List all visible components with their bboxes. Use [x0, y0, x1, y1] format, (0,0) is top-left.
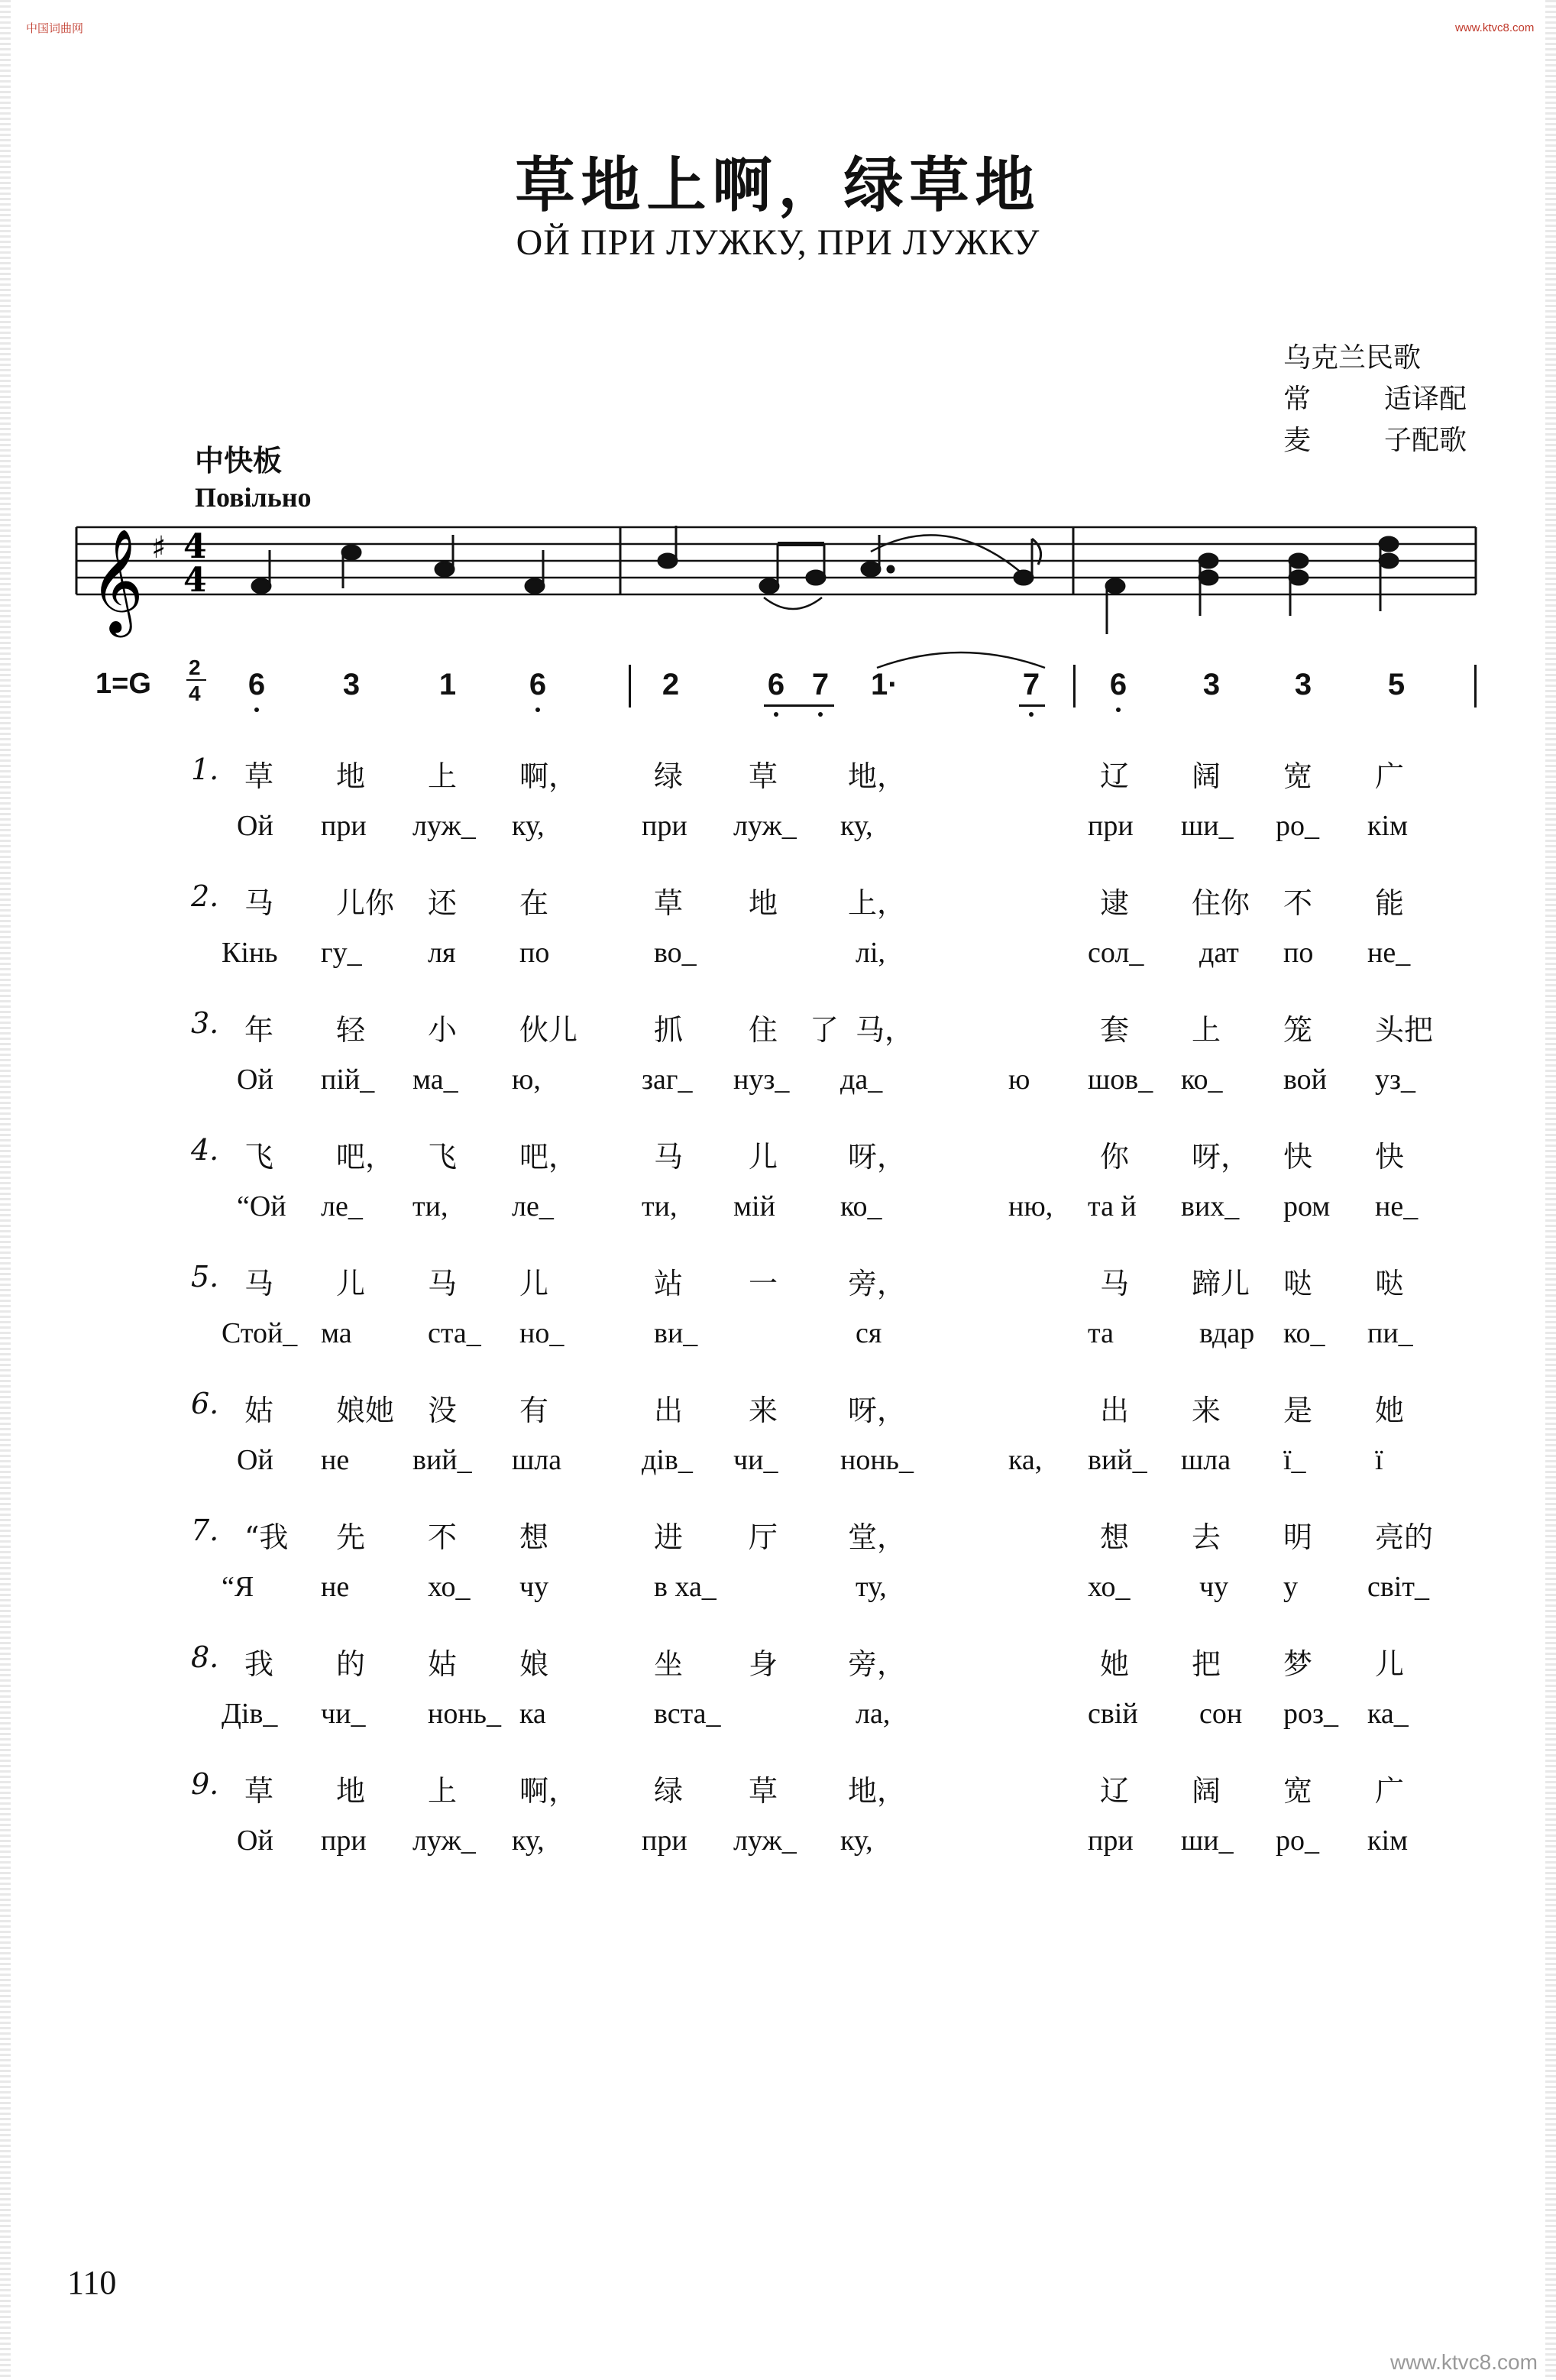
lyric-word: нонь_ — [428, 1698, 502, 1730]
lyric-word: 啊， — [519, 759, 578, 793]
low-octave-dot — [254, 708, 259, 712]
lyric-line-russian — [0, 1697, 1556, 1743]
verse-number: 2. — [191, 879, 219, 913]
jianpu-underline — [1019, 704, 1045, 707]
lyric-word: чу — [1199, 1571, 1229, 1603]
lyric-word: при — [642, 1825, 687, 1857]
lyric-word: 儿 — [749, 1140, 778, 1174]
lyric-word: свій — [1088, 1698, 1138, 1730]
lyric-line-chinese — [0, 1260, 1556, 1306]
lyric-word: ма — [321, 1317, 352, 1349]
lyric-line-russian — [0, 1190, 1556, 1235]
lyric-word: 出 — [654, 1394, 684, 1427]
lyric-word: 阔 — [1192, 1774, 1221, 1808]
lyric-word: 儿 — [336, 1267, 366, 1300]
lyric-word: луж_ — [733, 810, 797, 842]
lyric-word: ю, — [512, 1064, 541, 1096]
lyric-word: 在 — [519, 886, 549, 920]
lyric-word: 地 — [749, 886, 778, 920]
lyric-word: 逮 — [1100, 886, 1130, 920]
lyric-word: 儿你 — [336, 886, 395, 920]
lyric-word: при — [1088, 1825, 1134, 1857]
lyric-word: кім — [1367, 810, 1409, 842]
lyric-word: пи_ — [1367, 1317, 1413, 1349]
lyric-word: 抓 — [654, 1013, 684, 1047]
jianpu-note: 2 — [662, 668, 680, 701]
jianpu-note: 3 — [1202, 668, 1221, 701]
lyric-word: 出 — [1100, 1394, 1130, 1427]
note — [658, 554, 677, 568]
lyric-word: дів_ — [642, 1444, 693, 1476]
lyric-word: та — [1088, 1317, 1114, 1349]
lyric-word: 儿 — [519, 1267, 549, 1300]
lyric-word: 住 — [749, 1013, 778, 1047]
lyric-line-russian — [0, 1443, 1556, 1489]
lyric-word: 草 — [654, 886, 684, 920]
watermark-bottom-right: www.ktvc8.com — [1390, 2350, 1538, 2374]
lyric-word: 先 — [336, 1520, 366, 1554]
watermark-top-right: www.ktvc8.com — [1455, 21, 1535, 34]
lyric-word: 上， — [848, 886, 907, 920]
lyric-line-chinese — [0, 753, 1556, 798]
jianpu-note: 6 — [529, 668, 547, 701]
lyric-word: чи_ — [733, 1444, 778, 1476]
note — [1380, 537, 1398, 551]
lyric-word: шла — [1181, 1444, 1231, 1476]
lyric-word: 不 — [428, 1520, 458, 1554]
lyric-word: ро_ — [1276, 1825, 1319, 1857]
jianpu-note: 6 — [767, 668, 785, 701]
lyric-word: не — [321, 1444, 350, 1476]
jianpu-note: 7 — [811, 668, 830, 701]
lyric-word: 她 — [1100, 1647, 1130, 1681]
tempo-marking-russian: Повільно — [195, 482, 312, 513]
lyric-word: 坐 — [654, 1647, 684, 1681]
jianpu-underline — [764, 704, 834, 707]
lyric-word: сон — [1199, 1698, 1243, 1730]
low-octave-dot — [818, 712, 823, 717]
jianpu-note: 5 — [1387, 668, 1406, 701]
credit-lyricist: 麦 子配歌 — [1283, 425, 1467, 456]
lyric-word: ка, — [1008, 1444, 1043, 1476]
staff-notation — [0, 0, 1556, 657]
lyric-word: но_ — [519, 1317, 564, 1349]
treble-clef-icon: 𝄞 — [90, 527, 144, 633]
lyric-word: 草 — [749, 759, 778, 793]
note — [252, 579, 270, 593]
lyric-word: “Ой — [237, 1190, 286, 1222]
lyric-word: роз_ — [1283, 1698, 1339, 1730]
lyric-word: 不 — [1283, 886, 1313, 920]
lyric-word: 马 — [1100, 1267, 1130, 1300]
lyric-word: ром — [1283, 1190, 1331, 1222]
lyric-word: 呀， — [848, 1394, 907, 1427]
staff-notes — [252, 526, 1398, 634]
lyric-word: 呀， — [1192, 1140, 1250, 1174]
lyric-word: Кінь — [222, 937, 278, 969]
lyric-word: по — [519, 937, 550, 969]
lyric-word: 马 — [654, 1140, 684, 1174]
note — [1106, 579, 1124, 593]
lyric-word: гу_ — [321, 937, 362, 969]
lyric-word: ка — [519, 1698, 546, 1730]
lyric-word: ма_ — [412, 1064, 458, 1096]
lyric-word: 进 — [654, 1520, 684, 1554]
lyric-word: 辽 — [1100, 1774, 1130, 1808]
lyric-word: луж_ — [412, 1825, 476, 1857]
jianpu-barline — [629, 665, 631, 708]
note — [1199, 554, 1218, 568]
lyric-word: не_ — [1375, 1190, 1419, 1222]
lyric-word: 明 — [1283, 1520, 1313, 1554]
lyric-word: Ой — [237, 1825, 273, 1857]
lyric-word: 娘 — [519, 1647, 549, 1681]
lyric-word: ле_ — [512, 1190, 554, 1222]
lyric-word: 草 — [749, 1774, 778, 1808]
jianpu-barline — [1474, 665, 1477, 708]
lyric-word: ко_ — [1181, 1064, 1223, 1096]
lyric-word: чи_ — [321, 1698, 366, 1730]
key-signature-jianpu: 1=G — [95, 668, 151, 700]
low-octave-dot — [535, 708, 540, 712]
note — [807, 571, 825, 584]
lyric-word: ви_ — [654, 1317, 698, 1349]
title-russian: ОЙ ПРИ ЛУЖКУ, ПРИ ЛУЖКУ — [516, 222, 1040, 263]
low-octave-dot — [1116, 708, 1121, 712]
sharp-icon: ♯ — [151, 530, 167, 565]
lyric-word: луж_ — [733, 1825, 797, 1857]
lyric-word: 你 — [1100, 1140, 1130, 1174]
lyric-word: Ой — [237, 1064, 273, 1096]
lyric-word: 吧， — [336, 1140, 395, 1174]
lyric-word: 上 — [1192, 1013, 1221, 1047]
note — [342, 546, 361, 559]
lyric-line-russian — [0, 1316, 1556, 1362]
lyric-word: 宽 — [1283, 1774, 1313, 1808]
lyric-word: ї_ — [1283, 1444, 1306, 1476]
verse-number: 5. — [191, 1260, 219, 1294]
lyric-line-chinese — [0, 1387, 1556, 1433]
lyric-word: ку, — [512, 810, 545, 842]
lyric-word: 马， — [856, 1013, 914, 1047]
lyric-line-chinese — [0, 879, 1556, 925]
lyric-word: 轻 — [336, 1013, 366, 1047]
lyric-word: нонь_ — [840, 1444, 914, 1476]
lyric-word: 马 — [244, 886, 274, 920]
lyric-word: 想 — [519, 1520, 549, 1554]
lyric-word: 绿 — [654, 759, 684, 793]
lyric-word: 是 — [1283, 1394, 1313, 1427]
lyric-word: 地 — [336, 759, 366, 793]
lyric-word: 飞 — [244, 1140, 274, 1174]
verse-number: 3. — [191, 1006, 219, 1040]
credit-origin: 乌克兰民歌 — [1283, 342, 1422, 374]
lyric-word: 哒 — [1375, 1267, 1405, 1300]
lyric-word: уз_ — [1375, 1064, 1416, 1096]
lyric-word: во_ — [654, 937, 697, 969]
lyric-word: ю — [1008, 1064, 1030, 1096]
lyric-line-russian — [0, 1824, 1556, 1870]
lyric-word: 地， — [848, 759, 907, 793]
lyric-word: да_ — [840, 1064, 883, 1096]
lyric-word: пій_ — [321, 1064, 375, 1096]
low-octave-dot — [1029, 712, 1034, 717]
lyric-word: світ_ — [1367, 1571, 1429, 1603]
lyric-word: 把 — [1192, 1647, 1221, 1681]
lyric-word: 梦 — [1283, 1647, 1313, 1681]
lyric-word: 姑 — [428, 1647, 458, 1681]
lyric-word: 了 — [810, 1013, 839, 1047]
lyric-word: сол_ — [1088, 937, 1144, 969]
lyric-word: 上 — [428, 759, 458, 793]
lyric-word: 辽 — [1100, 759, 1130, 793]
verse-number: 8. — [191, 1640, 219, 1674]
lyric-word: 飞 — [428, 1140, 458, 1174]
lyric-word: нуз_ — [733, 1064, 790, 1096]
lyric-word: вой — [1283, 1064, 1328, 1096]
jianpu-time-top: 2 — [189, 656, 201, 679]
lyric-word: Дів_ — [222, 1698, 278, 1730]
lyric-word: 来 — [749, 1394, 778, 1427]
lyric-word: 啊， — [519, 1774, 578, 1808]
lyric-word: “Я — [222, 1571, 254, 1603]
lyric-word: та й — [1088, 1190, 1137, 1222]
lyric-word: 绿 — [654, 1774, 684, 1808]
time-signature-top: 4 — [183, 527, 207, 566]
watermark-top-left: 中国词曲网 — [26, 22, 84, 35]
lyric-word: ко_ — [1283, 1317, 1325, 1349]
lyric-word: ши_ — [1181, 810, 1234, 842]
jianpu-note: 7 — [1022, 668, 1040, 701]
lyric-word: ти, — [412, 1190, 448, 1222]
lyric-word: 堂， — [848, 1520, 907, 1554]
lyric-word: ле_ — [321, 1190, 363, 1222]
lyric-line-russian — [0, 1570, 1556, 1616]
page-number: 110 — [67, 2264, 117, 2301]
jianpu-note: 3 — [1294, 668, 1312, 701]
lyric-word: заг_ — [642, 1064, 693, 1096]
lyric-word: 有 — [519, 1394, 549, 1427]
lyric-word: ку, — [840, 1825, 873, 1857]
lyric-word: 快 — [1283, 1140, 1313, 1174]
lyric-word: 吧， — [519, 1140, 578, 1174]
jianpu-note: 3 — [342, 668, 361, 701]
lyric-word: у — [1283, 1571, 1298, 1603]
lyric-word: ля — [428, 937, 456, 969]
lyric-word: кім — [1367, 1825, 1409, 1857]
lyric-word: 地， — [848, 1774, 907, 1808]
lyric-word: мій — [733, 1190, 775, 1222]
lyric-word: 呀， — [848, 1140, 907, 1174]
jianpu-barline — [1073, 665, 1076, 708]
lyric-word: 上 — [428, 1774, 458, 1808]
tempo-marking-chinese: 中快板 — [195, 444, 283, 478]
title-chinese: 草地上啊，绿草地 — [515, 151, 1041, 220]
lyric-word: вих_ — [1181, 1190, 1240, 1222]
lyric-word: 地 — [336, 1774, 366, 1808]
lyric-word: при — [642, 810, 687, 842]
lyric-word: по — [1283, 937, 1314, 969]
lyric-word: 哒 — [1283, 1267, 1313, 1300]
jianpu-note: 1 — [438, 668, 457, 701]
lyric-word: “我 — [244, 1520, 289, 1554]
lyric-word: 伙儿 — [519, 1013, 578, 1047]
lyric-word: Стой_ — [222, 1317, 298, 1349]
verse-number: 6. — [191, 1387, 219, 1420]
note — [1014, 571, 1033, 584]
lyric-word: ши_ — [1181, 1825, 1234, 1857]
lyric-word: при — [321, 810, 367, 842]
lyric-word: 没 — [428, 1394, 458, 1427]
lyric-line-chinese — [0, 1767, 1556, 1813]
lyric-word: 蹄儿 — [1192, 1267, 1250, 1300]
verse-number: 9. — [191, 1767, 219, 1801]
lyric-word: ню, — [1008, 1190, 1053, 1222]
lyric-line-chinese — [0, 1640, 1556, 1686]
lyric-word: 住你 — [1192, 886, 1250, 920]
lyric-word: ку, — [512, 1825, 545, 1857]
lyric-word: 笼 — [1283, 1013, 1313, 1047]
lyric-word: шов_ — [1088, 1064, 1153, 1096]
lyric-word: дат — [1199, 937, 1239, 969]
lyric-word: 头把 — [1375, 1013, 1434, 1047]
lyric-word: вста_ — [654, 1698, 721, 1730]
lyric-word: хо_ — [1088, 1571, 1131, 1603]
lyric-word: вий_ — [1088, 1444, 1147, 1476]
lyric-word: чу — [519, 1571, 549, 1603]
lyric-word: ся — [856, 1317, 882, 1349]
lyric-word: лі, — [856, 937, 886, 969]
lyric-word: ла, — [856, 1698, 891, 1730]
lyric-word: 马 — [428, 1267, 458, 1300]
lyric-word: луж_ — [412, 810, 476, 842]
lyric-word: 广 — [1375, 759, 1405, 793]
lyric-word: Ой — [237, 1444, 273, 1476]
lyric-word: 旁， — [848, 1647, 907, 1681]
lyric-word: 旁， — [848, 1267, 907, 1300]
lyric-word: хо_ — [428, 1571, 471, 1603]
jianpu-note: 1· — [871, 668, 898, 701]
lyric-word: в ха_ — [654, 1571, 717, 1603]
lyric-word: 广 — [1375, 1774, 1405, 1808]
lyric-word: 马 — [244, 1267, 274, 1300]
lyric-line-chinese — [0, 1006, 1556, 1052]
lyric-word: вий_ — [412, 1444, 472, 1476]
credit-translator: 常 适译配 — [1283, 384, 1467, 415]
lyric-line-russian — [0, 1063, 1556, 1109]
note — [760, 579, 778, 593]
jianpu-time-rule — [186, 679, 206, 681]
lyric-word: 还 — [428, 886, 458, 920]
lyric-word: 我 — [244, 1647, 274, 1681]
lyric-line-russian — [0, 936, 1556, 982]
lyric-word: 宽 — [1283, 759, 1313, 793]
jianpu-tie — [871, 642, 1054, 672]
jianpu-time-bottom: 4 — [189, 682, 201, 705]
lyric-word: 想 — [1100, 1520, 1130, 1554]
lyric-word: 站 — [654, 1267, 684, 1300]
lyric-line-russian — [0, 809, 1556, 855]
lyric-word: 娘她 — [336, 1394, 395, 1427]
lyric-word: 草 — [244, 759, 274, 793]
lyric-word: при — [1088, 810, 1134, 842]
lyric-word: при — [321, 1825, 367, 1857]
lyric-word: 亮的 — [1375, 1520, 1434, 1554]
lyric-word: 套 — [1100, 1013, 1130, 1047]
note — [526, 579, 544, 593]
lyric-word: 去 — [1192, 1520, 1221, 1554]
lyric-word: не — [321, 1571, 350, 1603]
lyric-word: ку, — [840, 810, 873, 842]
lyric-word: шла — [512, 1444, 562, 1476]
lyric-word: ко_ — [840, 1190, 882, 1222]
lyric-word: 身 — [749, 1647, 778, 1681]
note — [435, 562, 454, 576]
verse-number: 4. — [191, 1133, 219, 1167]
lyric-word: 小 — [428, 1013, 458, 1047]
lyric-line-chinese — [0, 1133, 1556, 1179]
lyric-word: 姑 — [244, 1394, 274, 1427]
note — [1289, 554, 1308, 568]
lyric-word: 来 — [1192, 1394, 1221, 1427]
lyric-word: ро_ — [1276, 810, 1319, 842]
lyric-word: 她 — [1375, 1394, 1405, 1427]
lyric-word: Ой — [237, 810, 273, 842]
lyric-word: 一 — [749, 1267, 778, 1300]
jianpu-note: 6 — [247, 668, 266, 701]
lyric-word: ту, — [856, 1571, 887, 1603]
note — [862, 562, 880, 576]
jianpu-note: 6 — [1109, 668, 1127, 701]
lyric-word: 阔 — [1192, 759, 1221, 793]
lyric-word: 儿 — [1375, 1647, 1405, 1681]
lyric-word: 草 — [244, 1774, 274, 1808]
lyric-word: ка_ — [1367, 1698, 1409, 1730]
lyric-word: ти, — [642, 1190, 678, 1222]
time-signature-bottom: 4 — [183, 561, 207, 600]
lyric-word: 能 — [1375, 886, 1405, 920]
lyric-line-chinese — [0, 1514, 1556, 1559]
lyric-word: 快 — [1375, 1140, 1405, 1174]
lyric-word: 年 — [244, 1013, 274, 1047]
lyric-word: 厅 — [749, 1520, 778, 1554]
verse-number: 7. — [191, 1514, 219, 1547]
lyric-word: 的 — [336, 1647, 366, 1681]
verse-number: 1. — [191, 753, 219, 786]
lyric-word: не_ — [1367, 937, 1411, 969]
lyric-word: вдар — [1199, 1317, 1255, 1349]
low-octave-dot — [774, 712, 778, 717]
lyric-word: ї — [1375, 1444, 1383, 1476]
lyric-word: ста_ — [428, 1317, 481, 1349]
